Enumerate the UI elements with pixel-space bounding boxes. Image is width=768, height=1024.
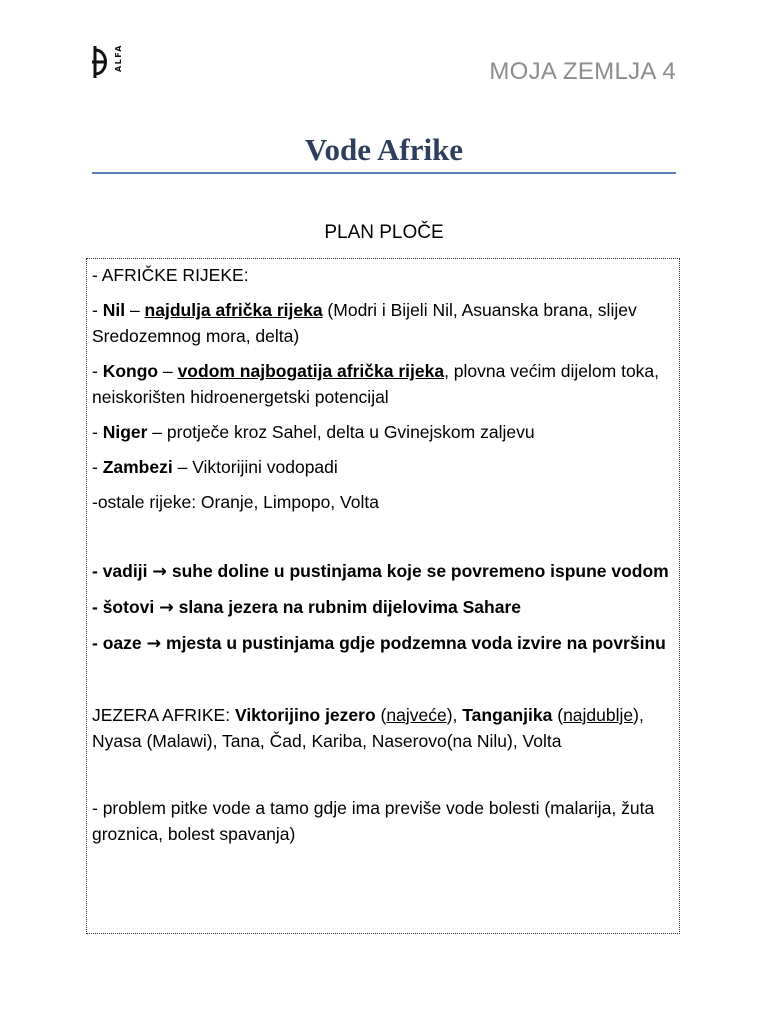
water-problem: - problem pitke vode a tamo gdje ima previše vode bolesti (malarija, žuta groznica, bolest spavanja)	[92, 798, 655, 844]
logo-text: ALFA	[114, 44, 123, 73]
board-plan-box	[86, 258, 680, 934]
river-kongo: - Kongo – vodom najbogatija afrička rijeka, plovna većim dijelom toka, neiskorišten hidroenergetski potencijal	[92, 361, 660, 407]
kongo-highlight: vodom najbogatija afrička rijeka	[177, 361, 445, 381]
spacer	[92, 666, 673, 702]
term-oaze: - oaze → mjesta u pustinjama gdje podzemna voda izvire na površinu	[92, 633, 666, 654]
river-niger: - Niger – protječe kroz Sahel, delta u Gvinejskom zaljevu	[92, 422, 535, 442]
river-zambezi: - Zambezi – Viktorijini vodopadi	[92, 457, 338, 477]
rivers-heading: - AFRIČKE RIJEKE:	[92, 265, 249, 285]
book-title: MOJA ZEMLJA 4	[489, 58, 676, 85]
arrow-right-icon: →	[159, 598, 174, 618]
publisher-logo	[92, 44, 132, 84]
spacer	[92, 763, 673, 795]
term-sotovi: - šotovi → slana jezera na rubnim dijelovima Sahare	[92, 597, 521, 618]
page-title: Vode Afrike	[304, 132, 464, 167]
arrow-right-icon: →	[146, 634, 162, 654]
alfa-logo-icon	[92, 44, 112, 80]
arrow-right-icon: →	[152, 562, 167, 582]
nil-highlight: najdulja afrička rijeka	[144, 300, 323, 320]
lakes-of-africa: JEZERA AFRIKE: Viktorijino jezero (najveće), Tanganjika (najdublje), Nyasa (Malawi), Tana, Čad, Kariba, Naserovo(na Nilu), Volta	[92, 705, 644, 751]
section-heading: PLAN PLOČE	[324, 222, 444, 243]
other-rivers: -ostale rijeke: Oranje, Limpopo, Volta	[92, 492, 379, 512]
spacer	[92, 524, 673, 558]
title-divider	[92, 172, 676, 174]
term-vadiji: - vadiji → suhe doline u pustinjama koje se povremeno ispune vodom	[92, 561, 669, 582]
river-nil: - Nil – najdulja afrička rijeka (Modri i Bijeli Nil, Asuanska brana, slijev Sredozemnog mora, delta)	[92, 300, 637, 346]
